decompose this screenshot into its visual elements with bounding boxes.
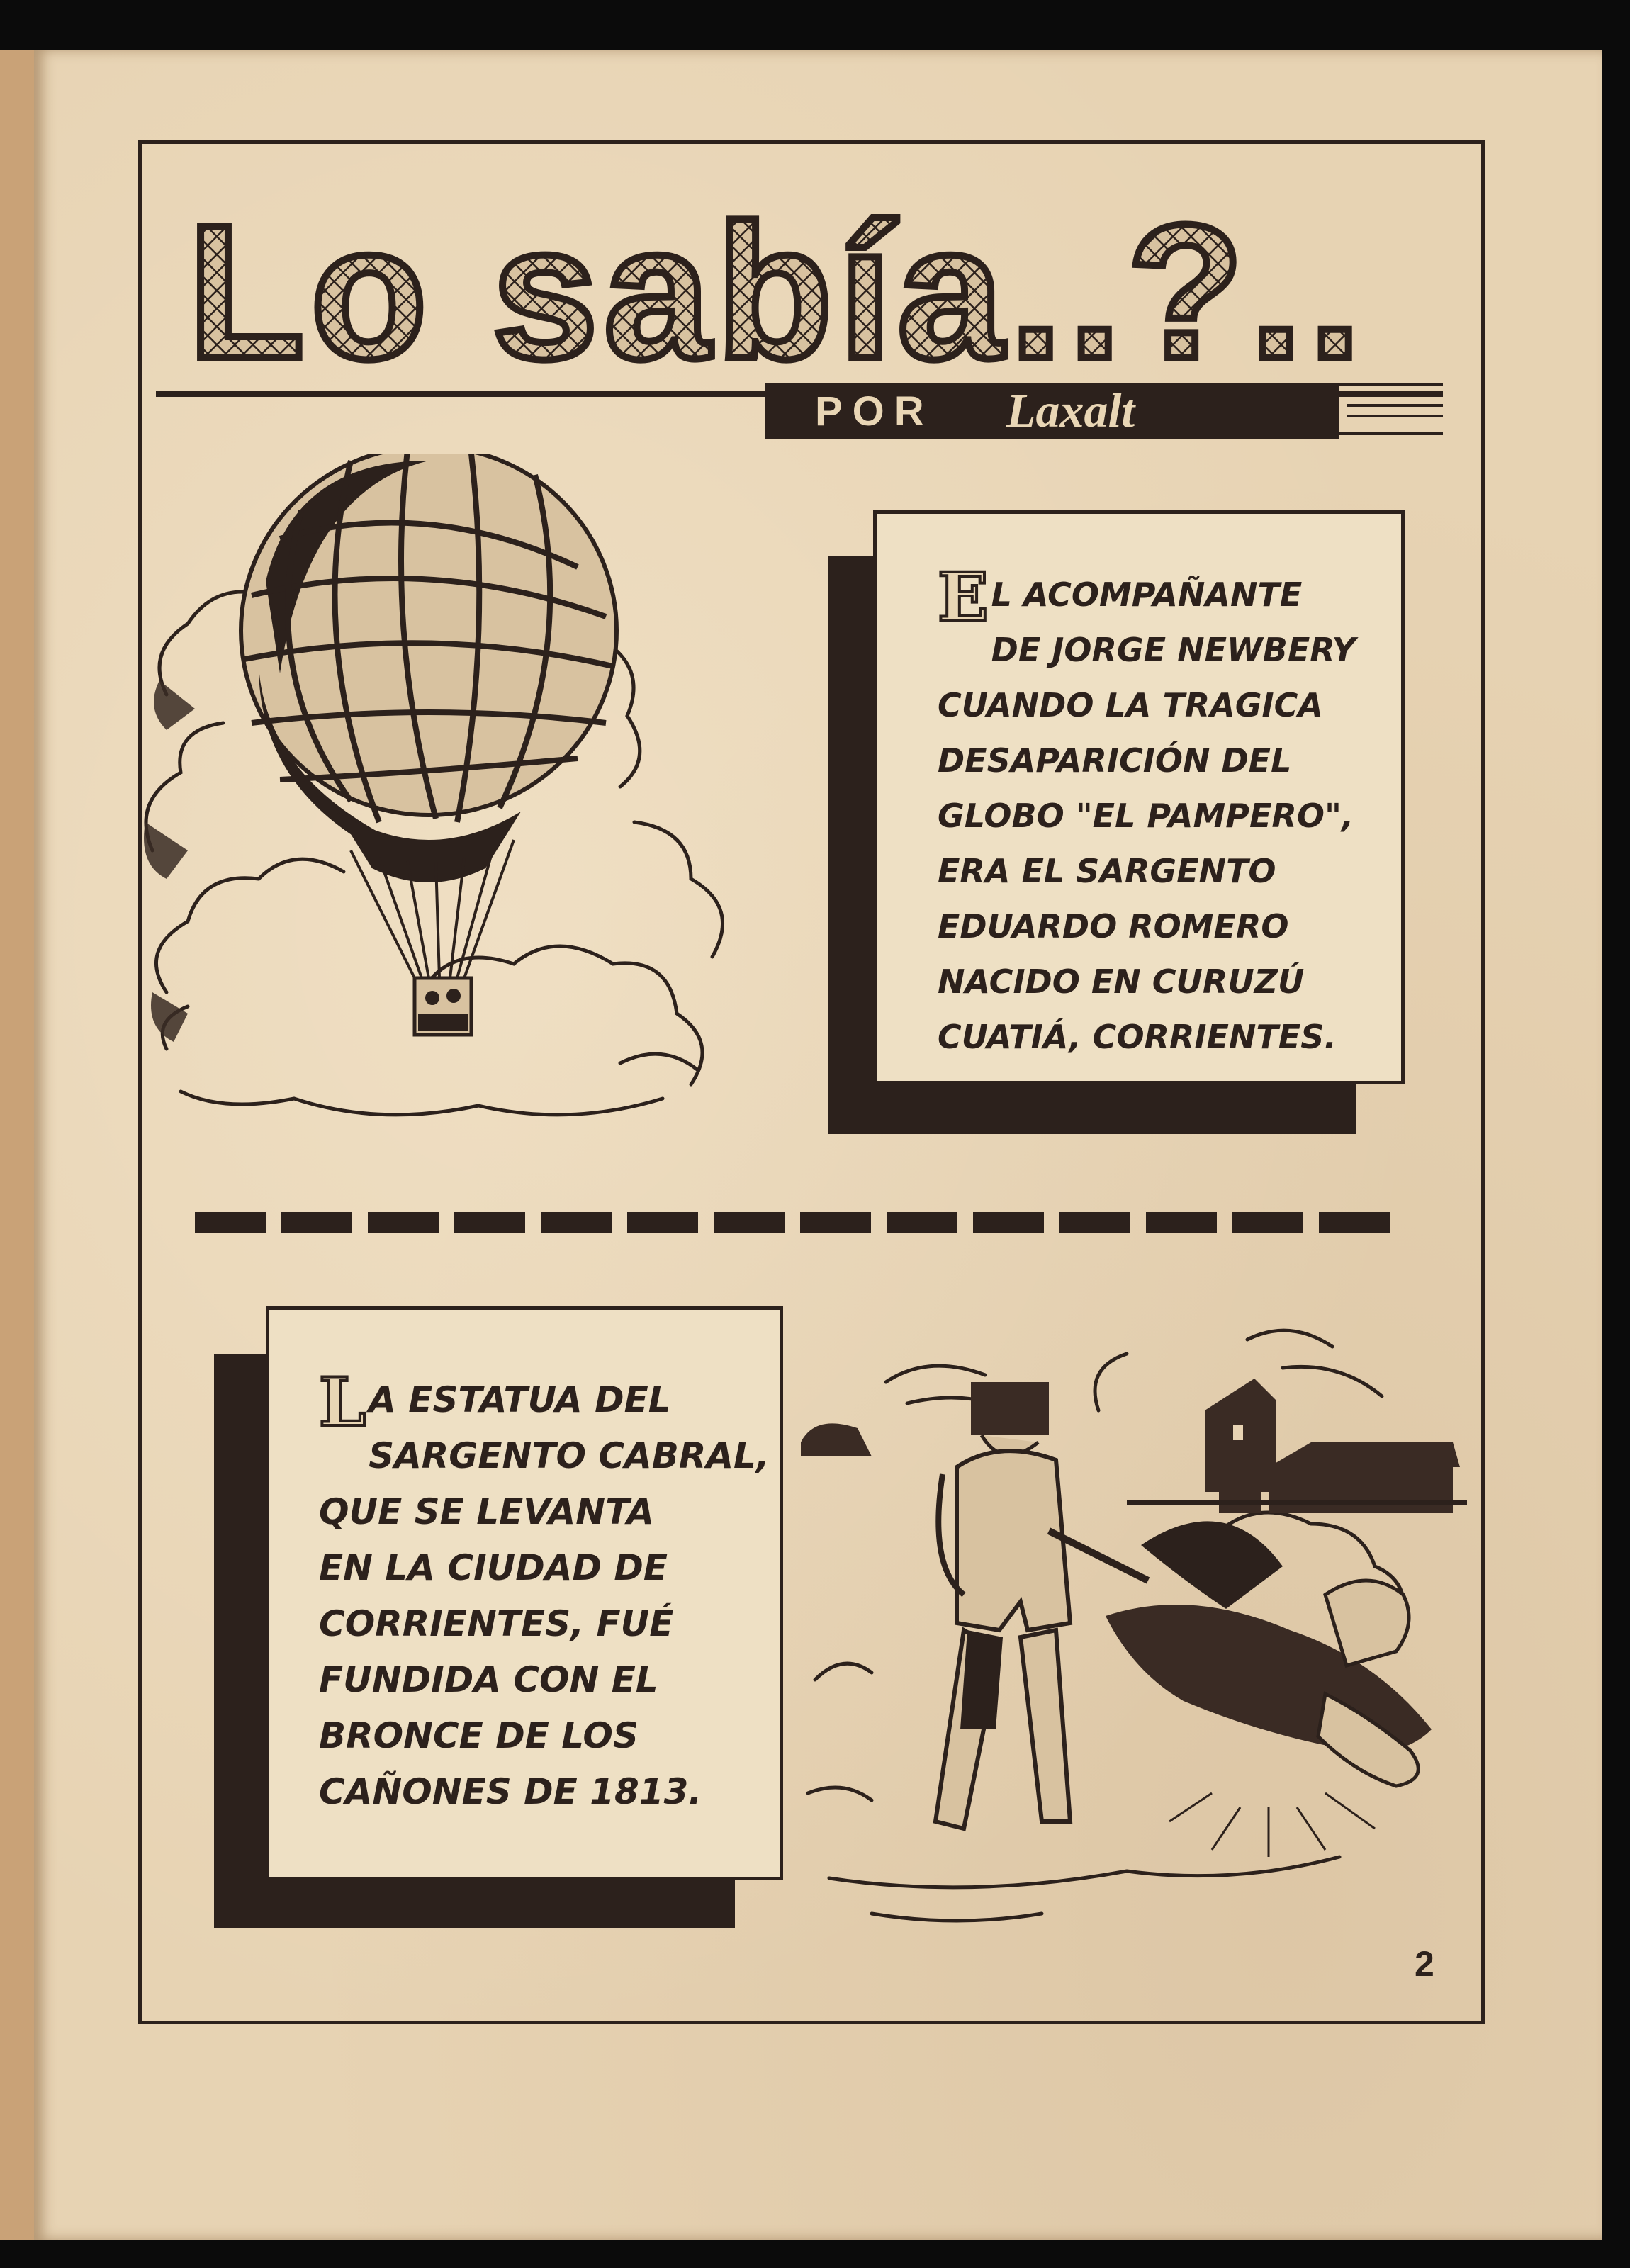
caption-line: CORRIENTES, FUÉ [319,1603,674,1644]
byline-author: Laxalt [1006,383,1135,437]
section-divider [195,1212,1428,1233]
soldier-horse-illustration [787,1297,1467,1949]
caption-line: CAÑONES DE 1813. [319,1771,702,1812]
title-text: Lo sabía..?.. [188,186,1368,383]
byline-prefix: POR [815,388,934,434]
caption-line: SARGENTO CABRAL, [369,1435,770,1476]
hot-air-balloon-illustration [138,454,819,1184]
page-number: 2 [1415,1944,1434,1984]
caption-line: BRONCE DE LOS [319,1715,639,1756]
caption-line: CUANDO LA TRAGICA [938,686,1324,724]
drop-cap: E [938,558,989,636]
caption-line: EN LA CIUDAD DE [319,1547,668,1588]
caption-line: ERA EL SARGENTO [938,852,1276,890]
caption-line: FUNDIDA CON EL [319,1659,658,1700]
caption-line: CUATIÁ, CORRIENTES. [938,1018,1337,1056]
caption-text [938,558,1391,1065]
caption-line: EDUARDO ROMERO [938,907,1289,945]
caption-line: QUE SE LEVANTA [319,1491,655,1532]
caption-box [266,1306,783,1880]
caption-box [873,510,1405,1084]
caption-line: DESAPARICIÓN DEL [938,741,1292,780]
caption-line: DE JORGE NEWBERY [991,631,1356,669]
caption-line: A ESTATUA DEL [369,1379,671,1420]
caption-line: L ACOMPAÑANTE [991,576,1303,614]
page-title [181,163,1386,383]
caption-line: NACIDO EN CURUZÚ [938,962,1305,1001]
caption-line: GLOBO "EL PAMPERO", [938,797,1354,835]
caption-text [319,1364,772,1820]
drop-cap: L [319,1364,366,1442]
